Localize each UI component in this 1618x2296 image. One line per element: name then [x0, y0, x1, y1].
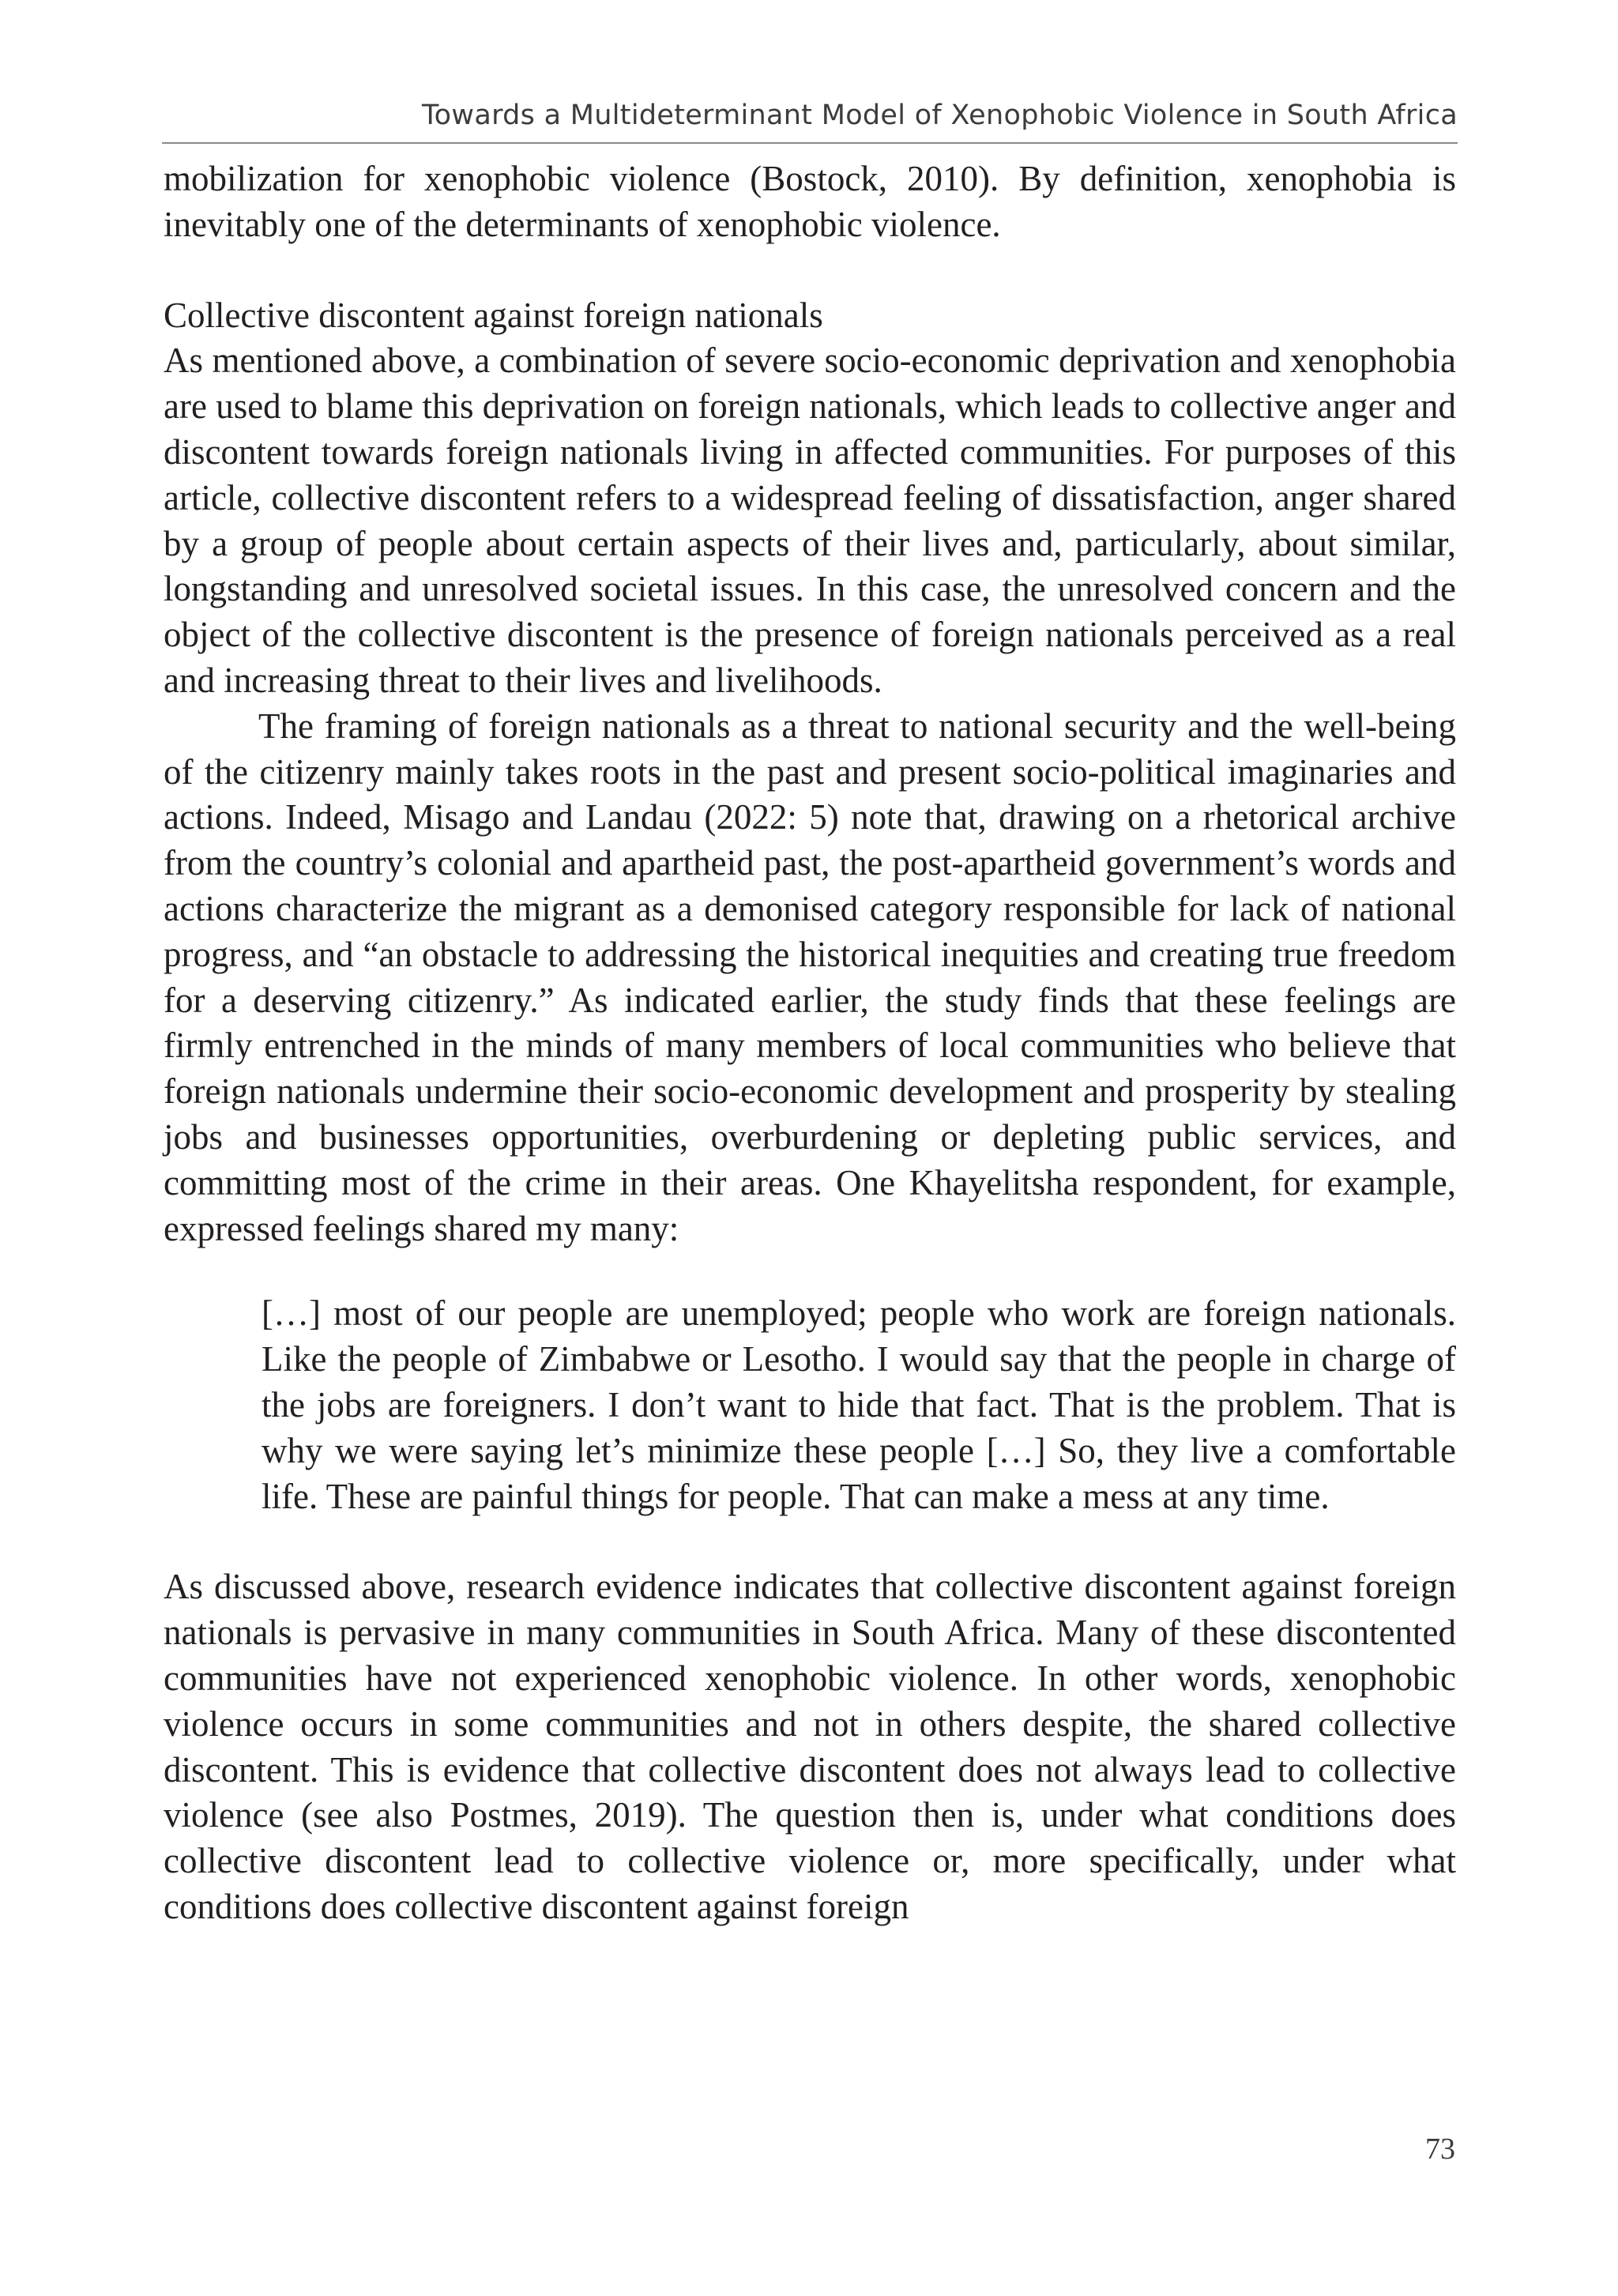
paragraph-2: As mentioned above, a combination of severe socio-economic deprivation and xenophobia are used to blame this deprivation on foreign nationals, which leads to collective anger and discontent towards foreign nationals living in affected communities. For purposes of this article, collective discontent refers to a widespread feeling of dissatisfaction, anger shared by a group of people about certain aspects of their lives and, particularly, about similar, longstanding and unresolved societal issues. In this case, the unresolved concern and the object of the collective discontent is the presence of foreign nationals perceived as a real and increasing threat to their lives and livelihoods.: [164, 341, 1456, 700]
header-rule: [162, 142, 1458, 144]
paragraph-3: The framing of foreign nationals as a threat to national security and the well-being of the citizenry mainly takes roots in the past and present socio-political imaginaries and actions. Indeed, Misago and Landau (2022: 5) note that, drawing on a rhetorical archive from the country’s colonial and apartheid past, the post-apartheid government’s words and actions characterize the migrant as a demonised category responsible for lack of national progress, and “an obstacle to addressing the historical inequities and creating true freedom for a deserving citizenry.” As indicated earlier, the study finds that these feelings are firmly entrenched in the minds of many members of local communities who believe that foreign nationals undermine their socio-economic development and prosperity by stealing jobs and businesses opportunities, overburdening or depleting public services, and committing most of the crime in their areas. One Khayelitsha respondent, for example, expressed feelings shared my many:: [164, 706, 1456, 1248]
block-quote: […] most of our people are unemployed; people who work are foreign nationals. Like the people of Zimbabwe or Lesotho. I would say that the people in charge of the jobs are foreigners. I don’t want to hide that fact. That is the problem. That is why we were saying let’s minimize these people […] So, they live a comfortable life. These are painful things for people. That can make a mess at any time.: [262, 1293, 1456, 1516]
page-number: 73: [1425, 2132, 1455, 2166]
paragraph-1: mobilization for xenophobic violence (Bostock, 2010). By definition, xenophobia is inevitably one of the determinants of xenophobic violence.: [164, 159, 1456, 244]
paragraph-4: As discussed above, research evidence indicates that collective discontent against foreign nationals is pervasive in many communities in South Africa. Many of these discontented communities have not experienced xenophobic violence. In other words, xenophobic violence occurs in some communities and not in others despite, the shared collective discontent. This is evidence that collective discontent does not always lead to collective violence (see also Postmes, 2019). The question then is, under what conditions does collective discontent lead to collective violence or, more specifically, under what conditions does collective discontent against foreign: [164, 1567, 1456, 1926]
article-body: [164, 156, 1456, 1930]
section-subheading: Collective discontent against foreign nationals: [164, 295, 823, 335]
running-header: Towards a Multideterminant Model of Xenophobic Violence in South Africa: [421, 100, 1458, 131]
